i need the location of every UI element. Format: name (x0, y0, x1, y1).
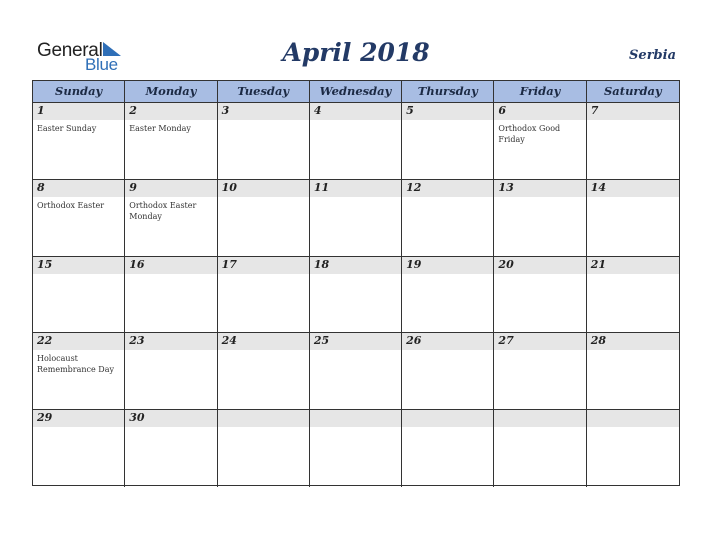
day-cell (310, 410, 402, 487)
day-cell (494, 410, 586, 487)
day-cell (587, 180, 679, 256)
day-number: 3 (221, 104, 230, 117)
weekday-wednesday: Wednesday (310, 81, 402, 102)
holiday-label: Holocaust Remembrance Day (37, 354, 114, 375)
day-cell (125, 410, 217, 487)
country-label: Serbia (629, 48, 676, 63)
day-cell-header (33, 180, 124, 197)
day-number: 27 (498, 334, 514, 348)
day-number: 26 (406, 334, 422, 348)
day-cell (218, 410, 310, 487)
week-row (33, 103, 679, 180)
day-cell (402, 103, 494, 179)
day-cell (587, 257, 679, 333)
day-cell-header (402, 103, 493, 120)
day-cell-header (310, 410, 401, 427)
day-number: 11 (313, 180, 330, 194)
weekday-saturday: Saturday (604, 84, 662, 98)
day-cell (310, 333, 402, 409)
day-cell-header (125, 257, 216, 274)
day-number: 19 (406, 257, 422, 271)
day-number: 17 (221, 257, 237, 271)
weekday-friday: Friday (494, 81, 586, 102)
day-cell (494, 333, 586, 409)
day-number: 20 (498, 257, 514, 271)
day-cell (125, 257, 217, 333)
day-cell-header (125, 180, 216, 197)
weekday-tuesday: Tuesday (218, 81, 310, 102)
holiday-label: Orthodox Easter Monday (129, 200, 197, 221)
day-number: 21 (590, 257, 607, 271)
day-cell-header (402, 410, 493, 427)
day-number: 5 (406, 104, 414, 117)
day-number: 22 (37, 334, 53, 348)
calendar-title: April 2018 (282, 38, 430, 67)
weekday-sunday: Sunday (33, 81, 125, 102)
weekday-header-row (33, 81, 679, 103)
day-cell (402, 257, 494, 333)
day-cell-header (587, 103, 679, 120)
day-number: 30 (129, 411, 145, 425)
day-cell-header (402, 180, 493, 197)
day-cell (494, 257, 586, 333)
day-cell (587, 103, 679, 179)
day-cell-header (218, 180, 309, 197)
week-row (33, 180, 679, 257)
day-cell-header (587, 410, 679, 427)
day-cell-header (494, 180, 585, 197)
day-number: 23 (129, 334, 145, 348)
day-cell-header (402, 333, 493, 350)
day-cell-header (125, 103, 216, 120)
day-cell-header (494, 103, 585, 120)
day-cell-header (310, 333, 401, 350)
day-cell-header (218, 103, 309, 120)
day-cell (587, 410, 679, 487)
day-cell-header (587, 333, 679, 350)
day-number: 25 (313, 334, 330, 348)
day-number: 7 (590, 104, 599, 117)
day-cell-header (125, 333, 216, 350)
day-cell (33, 410, 125, 487)
day-cell (587, 333, 679, 409)
day-cell (33, 257, 125, 333)
day-number: 18 (313, 257, 330, 271)
day-cell (218, 103, 310, 179)
day-cell-header (218, 333, 309, 350)
day-cell (310, 180, 402, 256)
day-cell (218, 257, 310, 333)
day-cell (33, 180, 125, 256)
day-cell-header (310, 180, 401, 197)
day-cell (218, 180, 310, 256)
holiday-label: Orthodox Easter (37, 200, 105, 210)
day-cell-header (33, 103, 124, 120)
day-number: 16 (129, 257, 145, 271)
day-cell-header (494, 333, 585, 350)
logo-word-general: General (37, 40, 103, 61)
day-cell-header (310, 257, 401, 274)
day-number: 24 (221, 334, 237, 348)
day-number: 29 (37, 411, 53, 425)
day-cell (125, 180, 217, 256)
day-number: 12 (406, 180, 422, 194)
day-cell (402, 410, 494, 487)
day-cell (218, 333, 310, 409)
day-number: 6 (498, 104, 507, 117)
day-cell (310, 257, 402, 333)
day-cell-header (494, 257, 585, 274)
week-row (33, 410, 679, 487)
day-number: 8 (37, 180, 45, 194)
holiday-label: Easter Sunday (37, 124, 97, 133)
week-row (33, 333, 679, 410)
day-cell-header (33, 257, 124, 274)
day-cell (125, 103, 217, 179)
day-number: 4 (313, 104, 322, 117)
day-cell (494, 103, 586, 179)
day-cell-header (218, 410, 309, 427)
day-number: 10 (221, 180, 237, 194)
calendar-grid (32, 80, 680, 486)
weekday-monday: Monday (125, 81, 217, 102)
holiday-label: Orthodox Good Friday (498, 124, 561, 144)
logo-word-blue: Blue (85, 55, 118, 74)
weekday-thursday: Thursday (402, 81, 494, 102)
day-number: 1 (37, 104, 45, 117)
day-cell-header (125, 410, 216, 427)
day-cell-header (587, 180, 679, 197)
holiday-label: Easter Monday (129, 124, 191, 133)
day-cell-header (494, 410, 585, 427)
day-number: 28 (590, 334, 607, 348)
day-cell (402, 333, 494, 409)
day-number: 9 (129, 180, 137, 194)
day-cell (402, 180, 494, 256)
day-number: 13 (498, 180, 514, 194)
day-cell-header (310, 103, 401, 120)
day-cell (310, 103, 402, 179)
day-cell (494, 180, 586, 256)
day-number: 2 (129, 104, 137, 117)
day-cell (125, 333, 217, 409)
day-cell-header (587, 257, 679, 274)
day-number: 14 (590, 180, 607, 194)
day-cell-header (33, 333, 124, 350)
day-cell-header (402, 257, 493, 274)
day-cell-header (33, 410, 124, 427)
day-cell (33, 103, 125, 179)
day-cell-header (218, 257, 309, 274)
week-row (33, 257, 679, 334)
day-cell (33, 333, 125, 409)
day-number: 15 (37, 257, 53, 271)
